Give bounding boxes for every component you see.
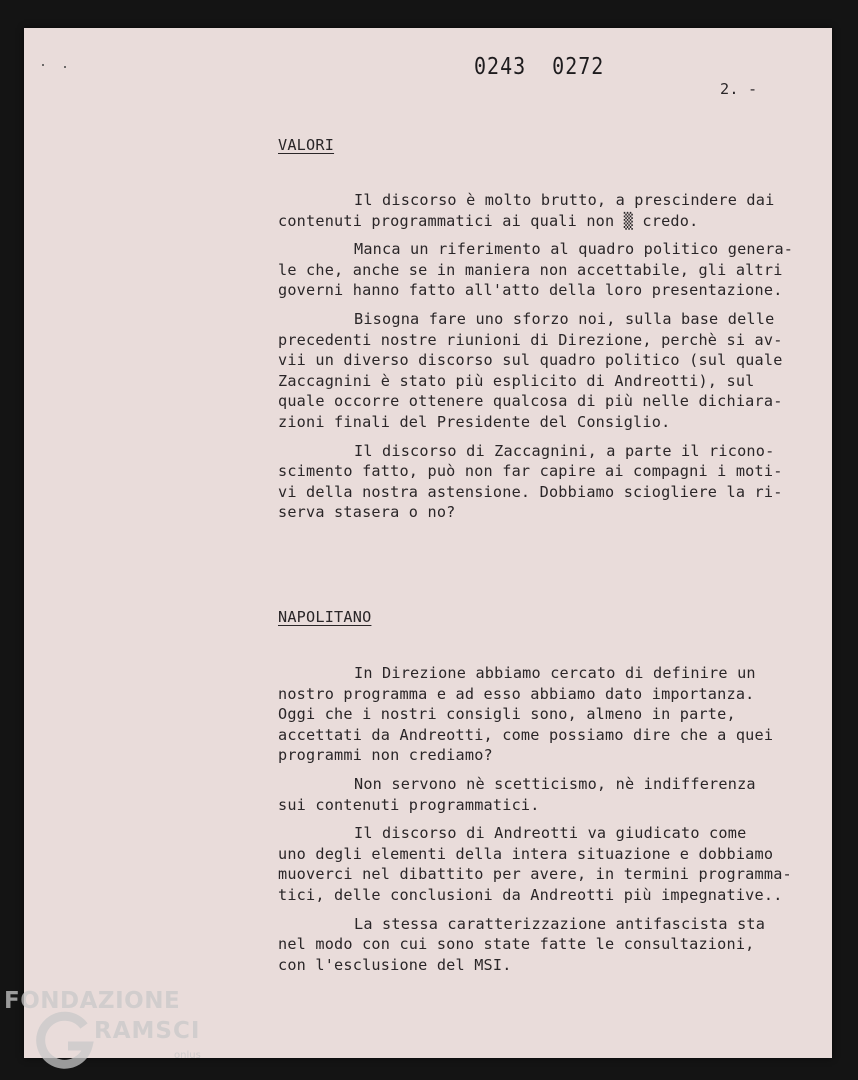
speaker-heading-napolitano: NAPOLITANO xyxy=(278,608,372,626)
paragraph: Bisogna fare uno sforzo noi, sulla base delle precedenti nostre riunioni di Direzione, perchè si av- vii un diverso discorso sul quadro politico (sul quale Zaccagnini è stato più esplicito di Andreotti), sul quale occorre ottenere qualcosa di più nelle dichiara- zioni finali del Presidente del Consiglio. xyxy=(278,309,783,431)
gramsci-g-logo-icon xyxy=(34,1010,96,1072)
page-number: 2. - xyxy=(720,80,758,98)
paragraph: La stessa caratterizzazione antifascista sta nel modo con cui sono state fatte le consultazioni, con l'esclusione del MSI. xyxy=(278,914,766,974)
paragraph: In Direzione abbiamo cercato di definire un nostro programma e ad esso abbiamo dato importanza. Oggi che i nostri consigli sono, almeno in parte, accettati da Andreotti, come possiamo dire che a quei programmi non crediamo? xyxy=(278,664,774,765)
fondazione-gramsci-watermark xyxy=(4,988,219,1078)
watermark-line-2: RAMSCI xyxy=(94,1018,201,1044)
archive-number-2: 0272 xyxy=(552,52,605,80)
archive-stamp xyxy=(474,52,630,80)
archive-number-1: 0243 xyxy=(474,52,527,80)
paragraph: Manca un riferimento al quadro politico genera- le che, anche se in maniera non accettabile, gli altri governi hanno fatto all'atto della loro presentazione. xyxy=(278,240,794,300)
paragraph: Il discorso di Zaccagnini, a parte il ricono- scimento fatto, può non far capire ai compagni i moti- vi della nostra astensione. Dobbiamo sciogliere la ri- serva stasera o no? xyxy=(278,441,783,522)
paragraph: Il discorso è molto brutto, a prescindere dai contenuti programmatici ai quali non ▒ credo. xyxy=(278,191,775,230)
speech-valori xyxy=(278,190,818,531)
watermark-line-3: onlus xyxy=(174,1050,201,1061)
paper-speck xyxy=(42,64,44,66)
speaker-heading-valori: VALORI xyxy=(278,136,335,154)
paper-speck xyxy=(64,66,66,68)
paragraph: Il discorso di Andreotti va giudicato come uno degli elementi della intera situazione e dobbiamo muoverci nel dibattito per avere, in termini programma- tici, delle conclusioni da Andreotti più impegnative.. xyxy=(278,824,792,904)
paragraph: Non servono nè scetticismo, nè indifferenza sui contenuti programmatici. xyxy=(278,774,756,814)
document-page xyxy=(24,28,832,1058)
speech-napolitano xyxy=(278,663,818,983)
watermark-line-1: FONDAZIONE xyxy=(4,988,181,1014)
